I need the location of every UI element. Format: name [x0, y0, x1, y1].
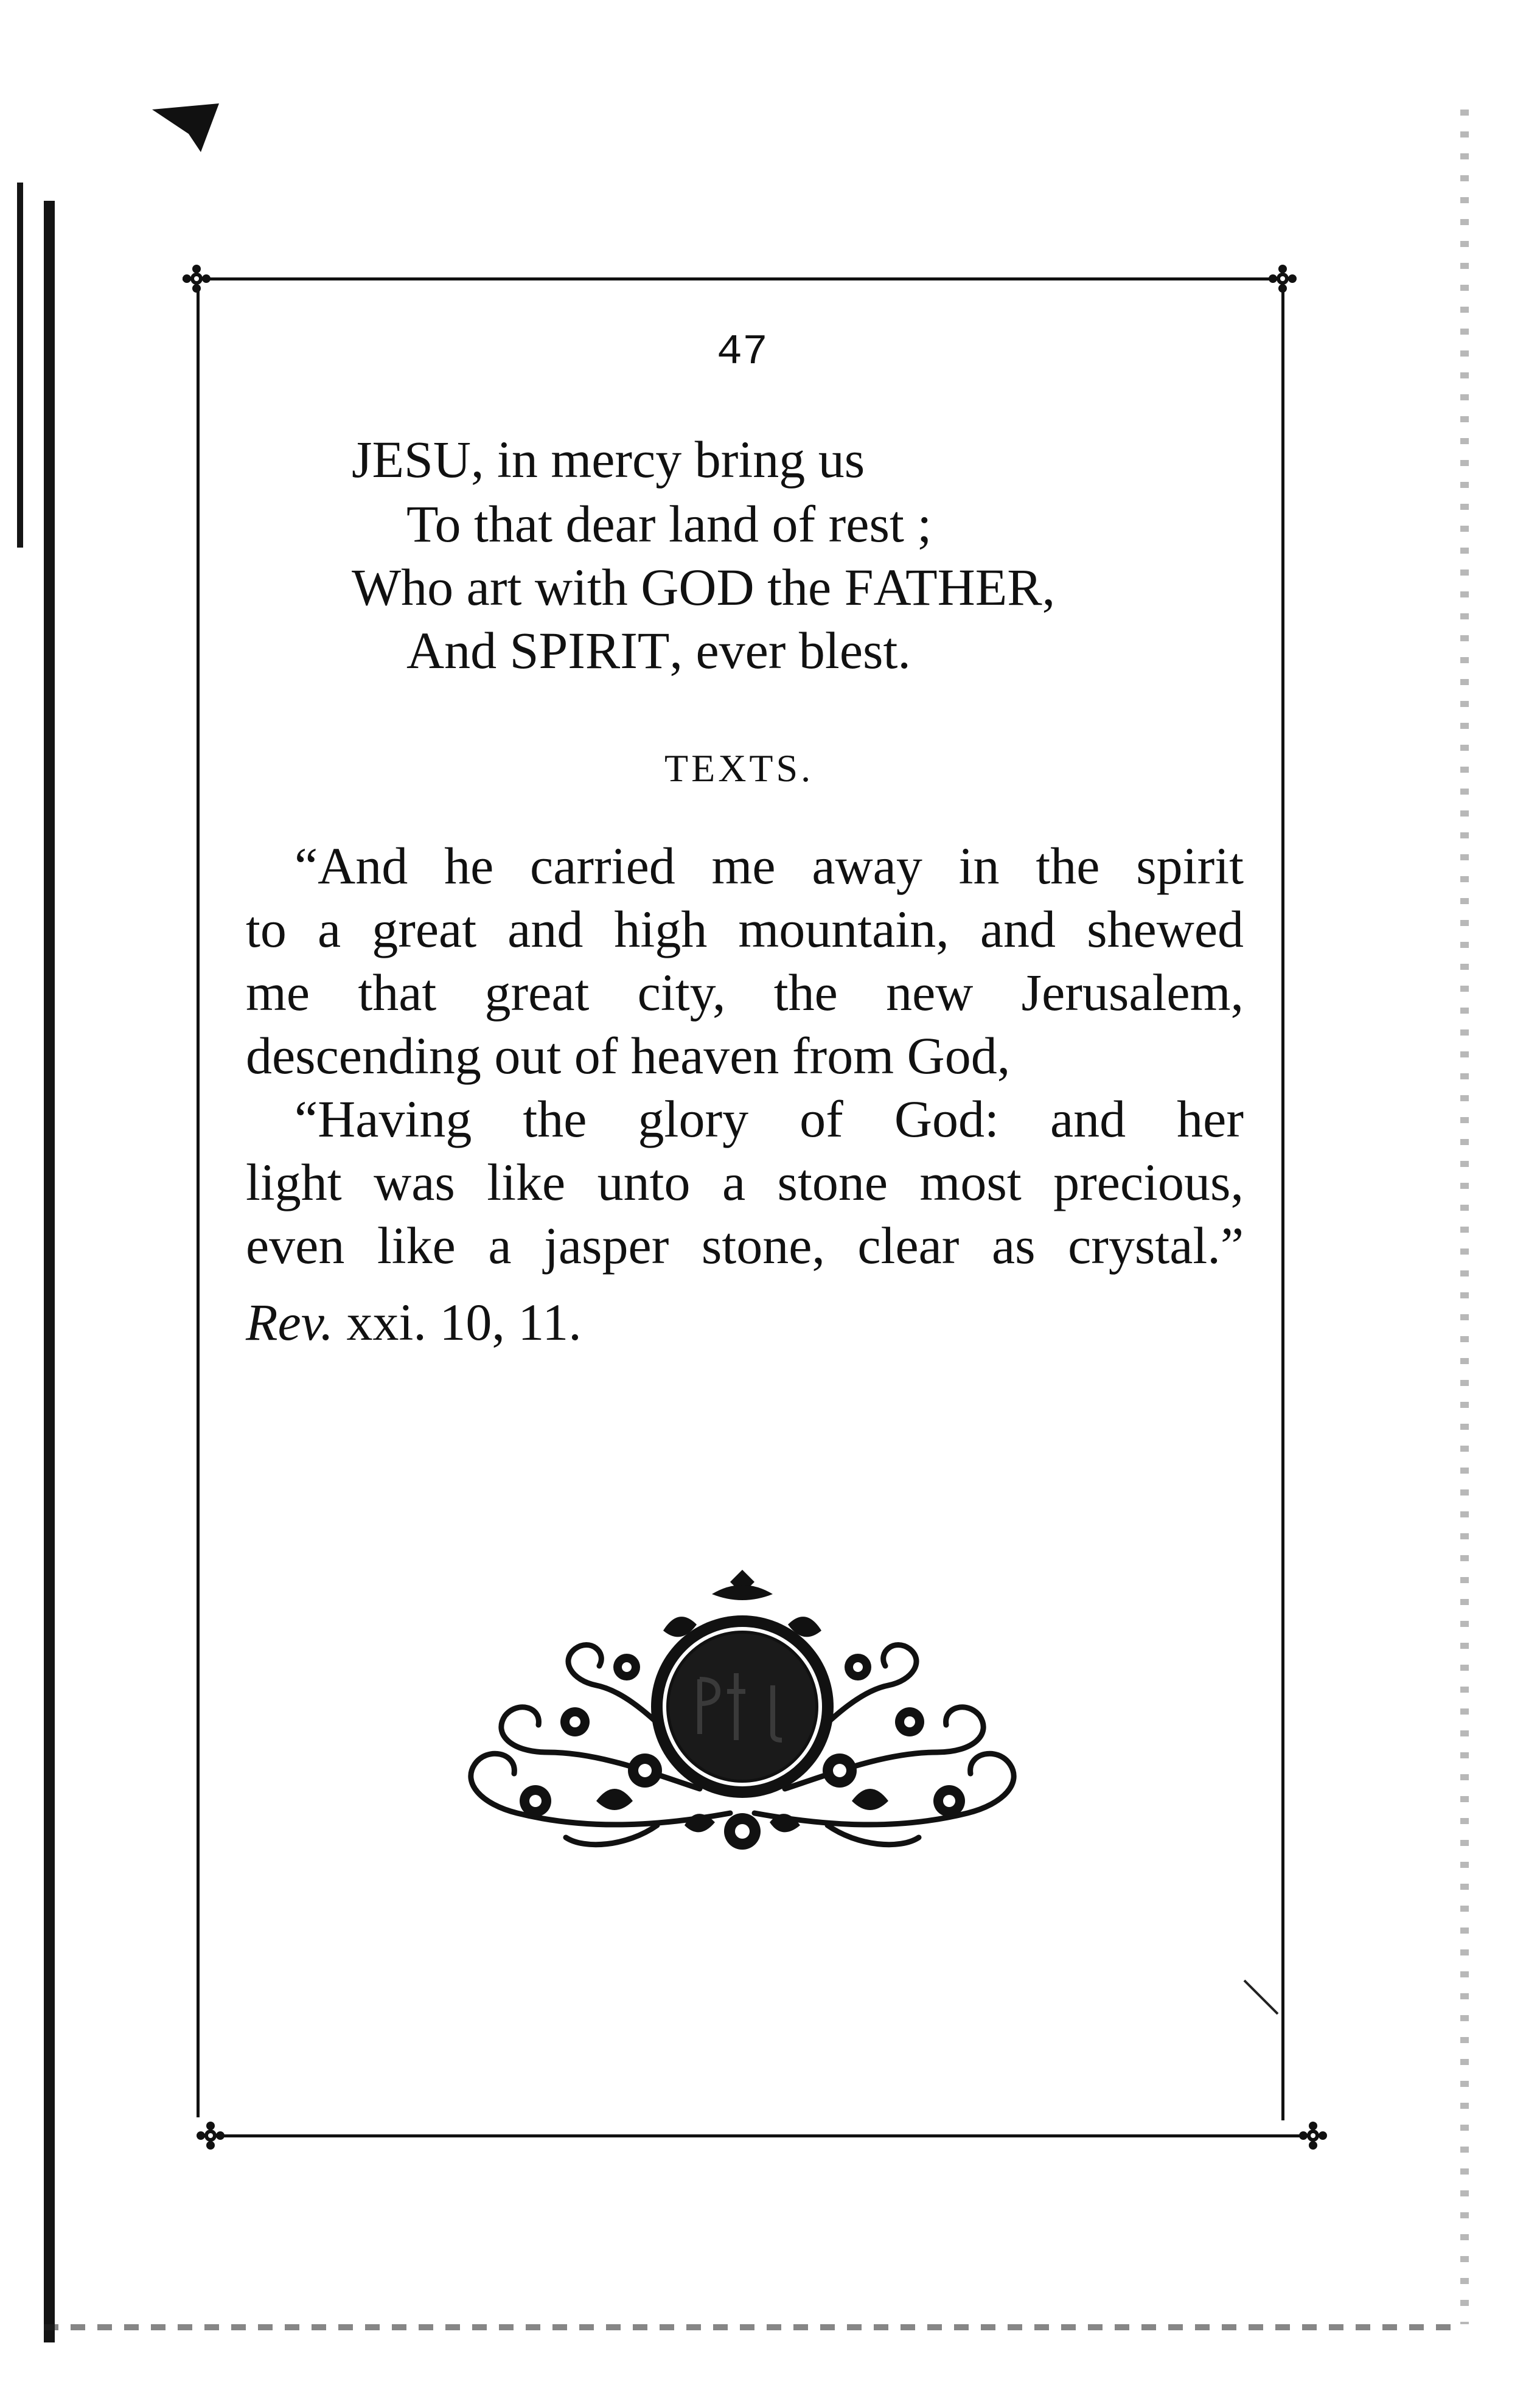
ink-blot — [146, 97, 231, 164]
page-right-edge-wear — [1460, 110, 1469, 2324]
scripture-reference — [246, 1293, 582, 1351]
passage-line: light was like unto a stone most precious, — [246, 1153, 1244, 1211]
frame-corner-flower-icon — [193, 2119, 228, 2153]
hymn-line-3-father-rest: ATHER — [873, 558, 1042, 616]
passage-line: descending out of heaven from God, — [246, 1026, 1011, 1085]
hymn-line-2: To that dear land of rest ; — [406, 495, 932, 553]
frame-corner-flower-icon — [1296, 2119, 1330, 2153]
hymn-line-4-spirit-initial: S — [509, 621, 539, 680]
hymn-line-4 — [406, 621, 911, 680]
hymn-line-1-initial: J — [352, 430, 372, 489]
page-bottom-edge-wear — [44, 2324, 1462, 2330]
ink-scratch — [1241, 1977, 1284, 2020]
passage-line: even like a jasper stone, clear as crystal.” — [246, 1216, 1244, 1275]
passage-line: to a great and high mountain, and shewed — [246, 900, 1244, 958]
section-heading: TEXTS. — [664, 747, 814, 790]
hymn-line-3-father-initial: F — [844, 558, 874, 616]
binding-edge-shadow-upper — [17, 183, 23, 548]
frame-corner-flower-icon — [179, 262, 214, 296]
hymn-line-1 — [352, 430, 865, 489]
hymn-line-3-god-rest: OD — [678, 558, 754, 616]
hymn-line-4-pre: And — [406, 621, 510, 680]
passage-line: “And he carried me away in the spirit — [294, 837, 1244, 895]
frame-corner-flower-icon — [1266, 262, 1300, 296]
hymn-line-4-post: , ever blest. — [669, 621, 911, 680]
hymn-line-3-pre: Who art with — [352, 558, 641, 616]
hymn-line-3 — [352, 558, 1056, 616]
hymn-line-4-spirit-rest: PIRIT — [538, 621, 670, 680]
hymn-line-3-mid: the — [754, 558, 845, 616]
passage-line: me that great city, the new Jerusalem, — [246, 963, 1244, 1022]
frame-top-rule — [183, 277, 1278, 280]
frame-bottom-rule — [207, 2134, 1308, 2137]
frame-right-rule — [1281, 286, 1284, 2120]
hymn-line-3-god-initial: G — [641, 558, 679, 616]
frame-left-rule — [197, 286, 200, 2117]
page-number: 47 — [716, 329, 768, 377]
hymn-line-1-text: , in mercy bring us — [470, 430, 865, 489]
hymn-line-3-post: , — [1042, 558, 1056, 616]
floral-tailpiece-ornament-icon — [444, 1570, 1040, 1862]
reference-book: Rev. — [246, 1293, 333, 1351]
passage-line: “Having the glory of God: and her — [294, 1090, 1244, 1148]
hymn-line-1-initial-rest: ESU — [372, 430, 471, 489]
reference-chapter-verse: xxi. 10, 11. — [346, 1293, 582, 1351]
binding-edge-shadow — [44, 201, 55, 2342]
